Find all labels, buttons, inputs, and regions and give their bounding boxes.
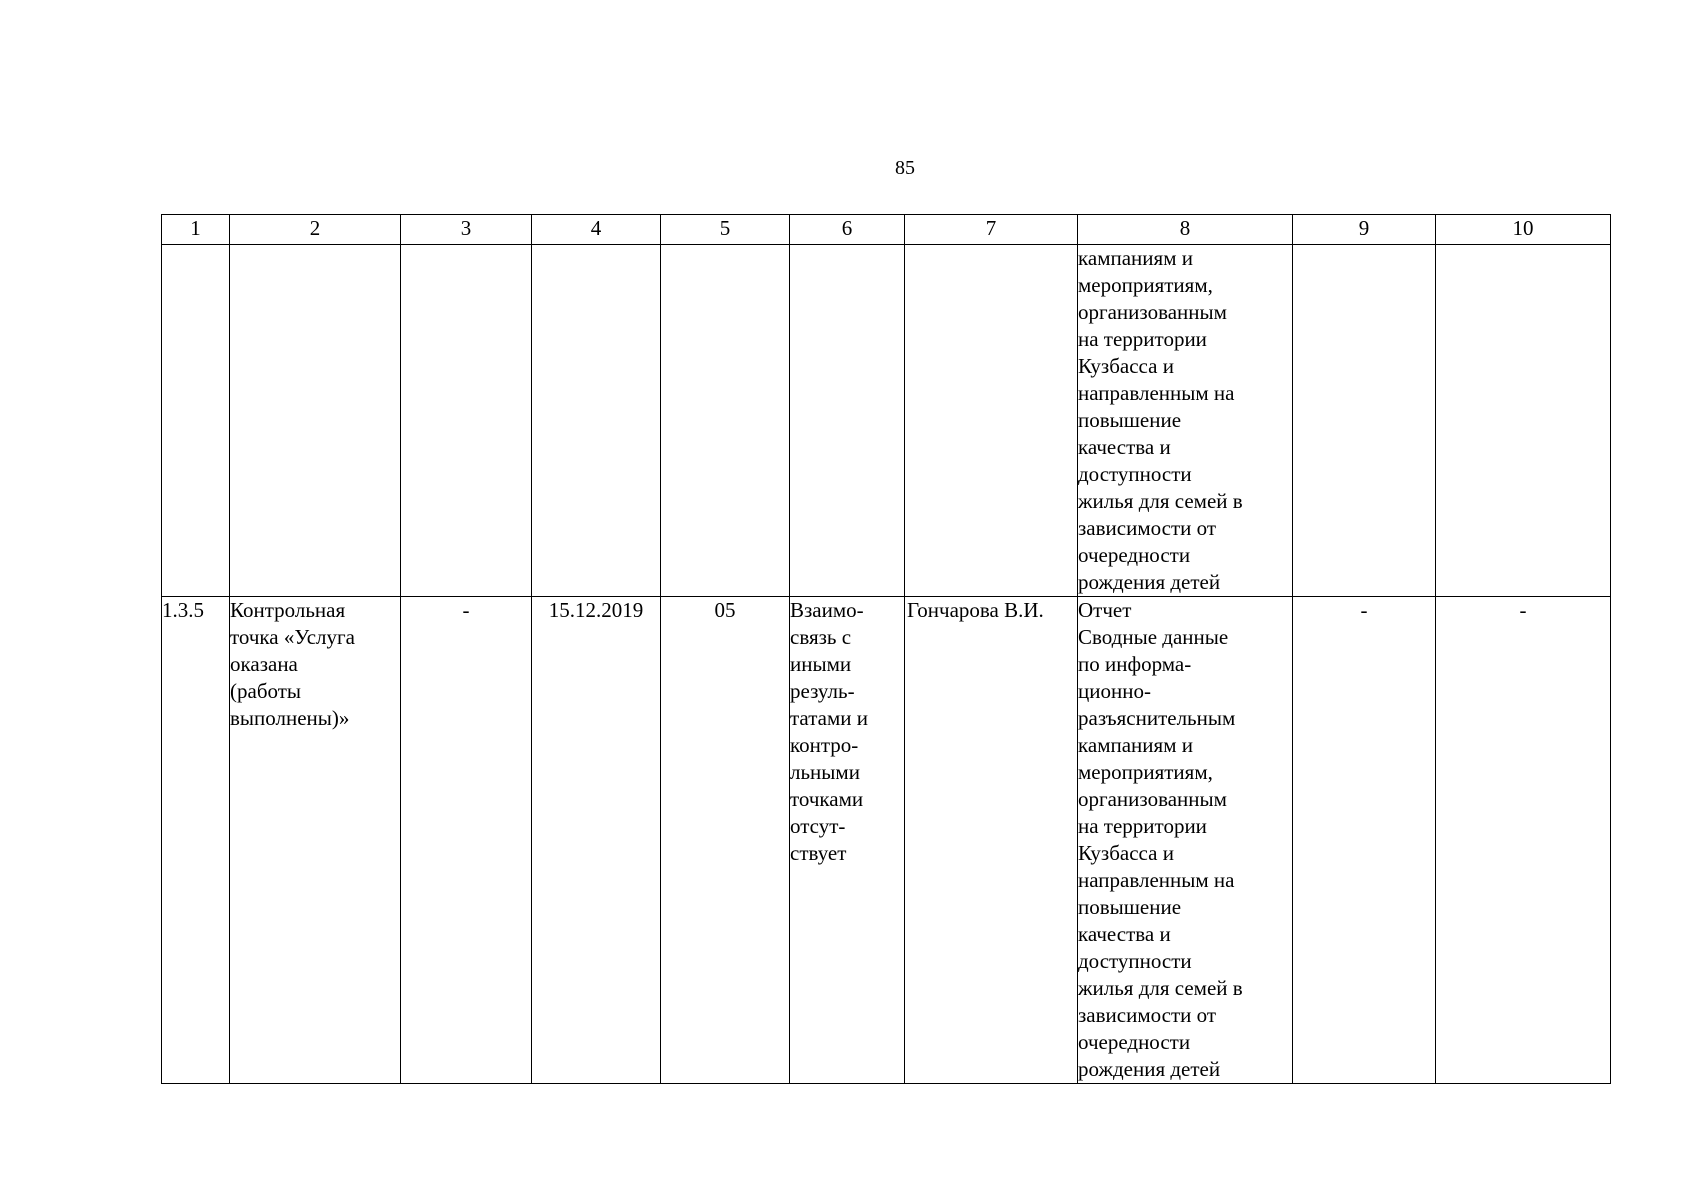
start-date: - xyxy=(401,597,532,1084)
code-cell: 05 xyxy=(661,597,790,1084)
table-cell xyxy=(905,245,1078,597)
responsible-person: Гончарова В.И. xyxy=(905,597,1078,1084)
table-cell-result: кампаниям и мероприятиям, организованным на территории Кузбасса и направленным на повышение качества и доступности жилья для семей в зависимости от очередности рождения детей xyxy=(1078,245,1293,597)
column-header: 9 xyxy=(1293,215,1436,245)
column-header: 5 xyxy=(661,215,790,245)
column-header: 3 xyxy=(401,215,532,245)
plan-table xyxy=(161,214,1611,1084)
event-name: Контрольная точка «Услуга оказана (работы выполнены)» xyxy=(230,597,401,1084)
table-cell xyxy=(401,245,532,597)
column-header: 8 xyxy=(1078,215,1293,245)
table-row xyxy=(162,597,1611,1084)
column-header: 6 xyxy=(790,215,905,245)
table-cell xyxy=(162,245,230,597)
result-description: Отчет Сводные данные по информа- ционно- разъяснительным кампаниям и мероприятиям, организованным на территории Кузбасса и направленным на повышение качества и доступности жилья для семей в зависимости от очередности рождения детей xyxy=(1078,597,1293,1084)
column-header: 2 xyxy=(230,215,401,245)
table-cell: - xyxy=(1293,597,1436,1084)
table-cell xyxy=(1436,245,1611,597)
column-header: 7 xyxy=(905,215,1078,245)
table-row xyxy=(162,245,1611,597)
table-cell xyxy=(230,245,401,597)
column-header: 1 xyxy=(162,215,230,245)
table-cell xyxy=(661,245,790,597)
header-row xyxy=(162,215,1611,245)
table-cell xyxy=(1293,245,1436,597)
end-date: 15.12.2019 xyxy=(532,597,661,1084)
relationship-cell: Взаимо- связь с иными резуль- татами и контро- льными точками отсут- ствует xyxy=(790,597,905,1084)
column-header: 4 xyxy=(532,215,661,245)
table-cell xyxy=(790,245,905,597)
table-cell: - xyxy=(1436,597,1611,1084)
column-header: 10 xyxy=(1436,215,1611,245)
page-number: 85 xyxy=(895,157,915,179)
table-cell xyxy=(532,245,661,597)
row-number: 1.3.5 xyxy=(162,597,230,1084)
